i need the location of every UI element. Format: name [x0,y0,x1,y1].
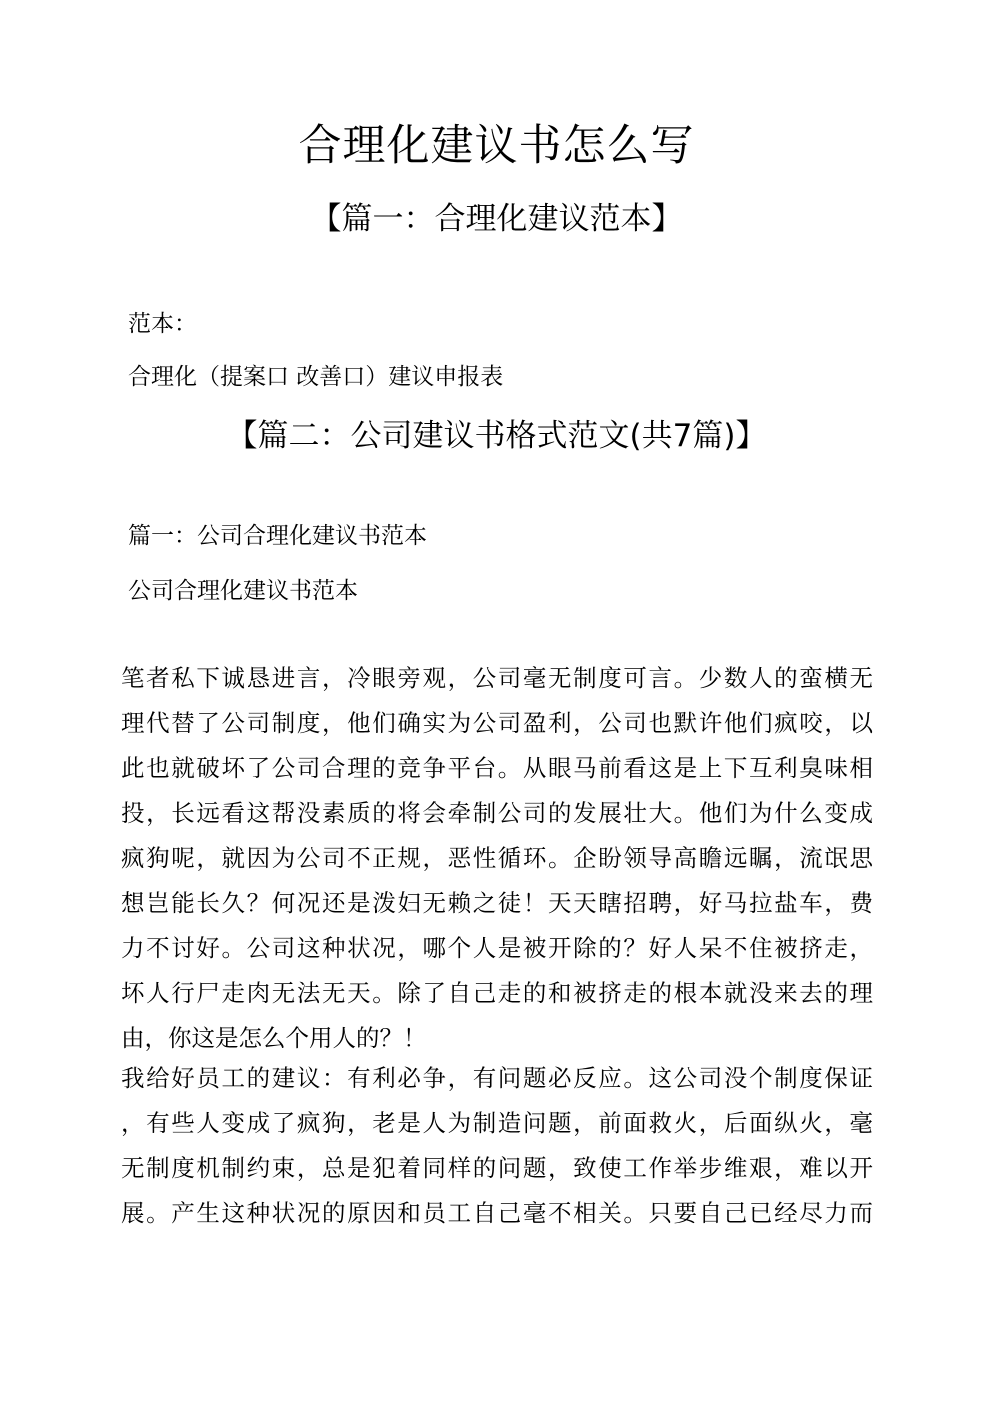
section-heading-1: 【篇一：合理化建议范本】 [310,201,683,237]
paragraph-line: 投，长远看这帮没素质的将会牵制公司的发展壮大。他们为什么变成 [121,799,873,827]
paragraph-line: 由，你这是怎么个用人的？！ [121,1024,427,1052]
paragraph-line: 力不讨好。公司这种状况，哪个人是被开除的？好人呆不住被挤走， [121,934,873,962]
paragraph-line: 我给好员工的建议：有利必争，有问题必反应。这公司没个制度保证 [121,1064,873,1092]
text-line-subtitle: 公司合理化建议书范本 [128,578,358,604]
paragraph-line: 展。产生这种状况的原因和员工自己毫不相关。只要自己已经尽力而 [121,1199,873,1227]
paragraph-line: 此也就破坏了公司合理的竞争平台。从眼马前看这是上下互利臭味相 [121,754,873,782]
text-line-sample: 范本： [128,311,197,337]
paragraph-line: 想岂能长久？何况还是泼妇无赖之徒！天天瞎招聘，好马拉盐车，费 [121,889,873,917]
paragraph-line: 笔者私下诚恳进言，冷眼旁观，公司毫无制度可言。少数人的蛮横无 [121,664,873,692]
paragraph-line: ，有些人变成了疯狗，老是人为制造问题，前面救火，后面纵火，毫 [121,1109,873,1137]
document-title: 合理化建议书怎么写 [298,121,695,171]
text-line-form-title: 合理化（提案口 改善口）建议申报表 [128,364,504,390]
paragraph-line: 坏人行尸走肉无法无天。除了自己走的和被挤走的根本就没来去的理 [121,979,873,1007]
section-heading-2: 【篇二：公司建议书格式范文(共7篇)】 [226,418,767,454]
body-paragraph-2 [121,1056,873,1236]
body-paragraph-1 [121,656,873,1061]
text-line-subheading: 篇一：公司合理化建议书范本 [128,523,427,549]
paragraph-line: 疯狗呢，就因为公司不正规，恶性循环。企盼领导高瞻远瞩，流氓思 [121,844,873,872]
paragraph-line: 理代替了公司制度，他们确实为公司盈利，公司也默许他们疯咬，以 [121,709,873,737]
paragraph-line: 无制度机制约束，总是犯着同样的问题，致使工作举步维艰，难以开 [121,1154,873,1182]
